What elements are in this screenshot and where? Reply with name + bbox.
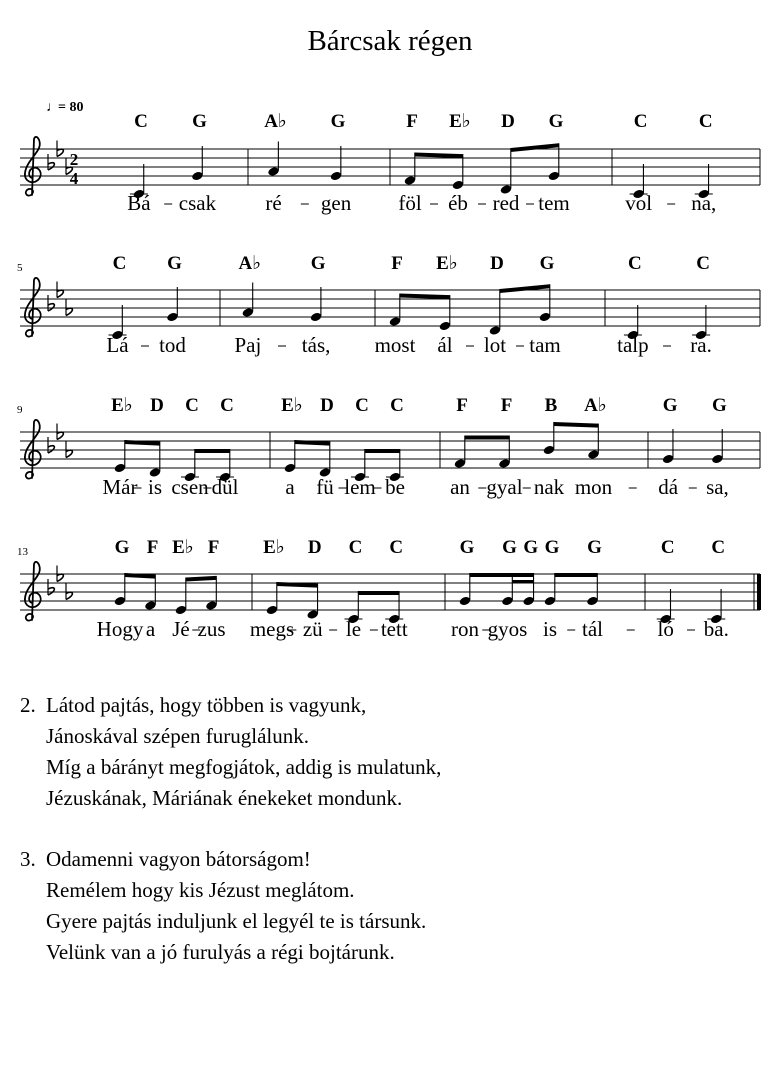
verse-text: Jézuskának, Máriának énekeket mondunk. (46, 786, 403, 810)
note-beam (195, 449, 230, 453)
verse-line (20, 937, 760, 968)
chord-symbol: G (192, 111, 207, 132)
note-beam (511, 143, 559, 152)
verse-line (20, 721, 760, 752)
key-signature-flat-icon (48, 579, 54, 595)
note-beam (358, 591, 399, 595)
tempo-marking (46, 100, 83, 115)
note-beam (186, 576, 217, 582)
chord-symbol: D (490, 253, 504, 274)
lyric-syllable: fü (316, 475, 334, 499)
lyric-syllable: dá (658, 475, 679, 499)
key-signature-flat-icon (48, 295, 54, 311)
tempo-note-symbol: ♩ (46, 100, 60, 115)
note (310, 287, 323, 322)
verse-text: Míg a bárányt megfogjátok, addig is mulatunk, (46, 755, 442, 779)
song-title: Bárcsak régen (307, 25, 473, 57)
chord-symbol: C (696, 253, 710, 274)
chord-symbol: C (711, 537, 726, 558)
lyric-syllable: is (542, 617, 558, 641)
chord-symbol: G (712, 395, 727, 416)
lyric-syllable: ál (437, 333, 453, 357)
key-signature-flat-icon (66, 300, 72, 316)
treble-clef-icon (25, 420, 41, 479)
chord-symbol: A♭ (264, 111, 287, 132)
chord-symbol: C (390, 395, 404, 416)
chord-symbol: D (501, 111, 515, 132)
music-system (20, 111, 760, 215)
final-barline-thick (757, 574, 761, 610)
note (267, 142, 280, 177)
chord-symbol: C (389, 537, 404, 558)
key-signature-flat-icon (57, 424, 63, 440)
note-beam (500, 284, 550, 293)
lyric-syllable: Hogy (96, 617, 144, 641)
key-signature-flat-icon (66, 442, 72, 458)
verse-line (20, 875, 760, 906)
lyric-syllable: tem (538, 191, 570, 215)
chord-symbol: E♭ (436, 253, 458, 274)
lyric-syllable: be (385, 475, 405, 499)
tempo-value: = 80 (58, 100, 84, 115)
lyric-syllable: gyos (487, 617, 528, 641)
chord-symbol: C (348, 537, 363, 558)
lyric-syllable: Paj (234, 333, 262, 357)
lyric-syllable: ron (451, 617, 479, 641)
chord-symbol: G (544, 537, 560, 558)
chord-symbol: C (112, 253, 127, 274)
chord-symbol: G (114, 537, 130, 558)
chord-symbol: F (456, 395, 468, 416)
lyric-syllable: talp (617, 333, 649, 357)
lyric-syllable: le (345, 617, 362, 641)
chord-symbol: E♭ (449, 111, 471, 132)
lyric-syllable: éb (448, 191, 468, 215)
key-signature-flat-icon (57, 141, 63, 157)
lyric-syllable: na, (691, 191, 717, 215)
note-beam (365, 449, 400, 453)
lyric-syllable: zü (302, 617, 323, 641)
treble-clef-icon (25, 137, 41, 196)
note-beam (465, 436, 510, 440)
note (166, 287, 179, 322)
chord-symbol: F (406, 111, 418, 132)
verse-text: Gyere pajtás induljunk el legyél te is társunk. (46, 909, 427, 933)
chord-symbol: F (146, 537, 159, 558)
key-signature-flat-icon (48, 154, 54, 170)
verse-block (20, 690, 760, 814)
verse-line (20, 752, 760, 783)
lyric-syllable: tod (159, 333, 186, 357)
lyric-syllable: vol (625, 191, 653, 215)
chord-symbol: G (502, 537, 517, 558)
note-beam (470, 573, 534, 577)
lyric-syllable: megs (249, 617, 295, 641)
note-beam-secondary (512, 580, 533, 583)
lyric-syllable: tam (529, 333, 561, 357)
verse-number: 3. (20, 847, 36, 871)
key-signature-flat-icon (48, 437, 54, 453)
chord-symbol: C (660, 537, 675, 558)
chord-symbol: F (500, 395, 513, 416)
measure-number: 13 (17, 546, 28, 558)
lyric-syllable: red (492, 191, 520, 215)
lyric-syllable: most (374, 333, 416, 357)
lyric-syllable: lem (344, 475, 376, 499)
lyric-syllable: gyal (486, 475, 523, 499)
chord-symbol: G (587, 537, 602, 558)
chord-symbol: C (185, 395, 199, 416)
chord-symbol: G (539, 253, 555, 274)
chord-symbol: C (134, 111, 148, 132)
chord-symbol: E♭ (281, 395, 303, 416)
note (711, 429, 724, 464)
chord-symbol: B (544, 395, 558, 416)
key-signature-flat-icon (57, 566, 63, 582)
verse-text: Odamenni vagyon bátorságom! (46, 847, 311, 871)
chord-symbol: C (633, 111, 648, 132)
lyric-syllable: Lá (106, 333, 129, 357)
chord-symbol: A♭ (238, 253, 262, 274)
lyric-syllable: nak (533, 475, 565, 499)
note (330, 146, 343, 181)
lyric-syllable: tett (380, 617, 408, 641)
lyric-syllable: tás, (301, 333, 331, 357)
verse-text: Látod pajtás, hogy többen is vagyunk, (46, 693, 367, 717)
lyric-syllable: csen (171, 475, 209, 499)
verse-line (20, 783, 760, 814)
verse-block (20, 844, 760, 968)
chord-symbol: G (330, 111, 346, 132)
chord-symbol: F (391, 253, 403, 274)
lyric-syllable: tál (582, 617, 603, 641)
music-system (17, 253, 760, 357)
chord-symbol: C (628, 253, 642, 274)
treble-clef-icon (25, 562, 41, 621)
lyric-syllable: Jé (172, 617, 190, 641)
lyric-syllable: gen (320, 191, 352, 215)
lyric-syllable: Már (102, 475, 138, 499)
verse-number: 2. (20, 693, 36, 717)
chord-symbol: G (523, 537, 539, 558)
key-signature-flat-icon (57, 282, 63, 298)
time-signature-bottom: 4 (69, 169, 79, 188)
note (662, 429, 675, 464)
music-system (17, 395, 760, 499)
note (242, 283, 255, 318)
verse-text: Velünk van a jó furulyás a régi bojtárunk. (46, 940, 395, 964)
lyric-syllable: a (145, 617, 156, 641)
lyric-syllable: föl (398, 191, 422, 215)
lyric-syllable: lot (483, 333, 507, 357)
chord-symbol: G (310, 253, 326, 274)
verse-text: Remélem hogy kis Jézust meglátom. (46, 878, 355, 902)
chord-symbol: A♭ (584, 395, 607, 416)
treble-clef-icon (25, 278, 41, 337)
verse-line (20, 906, 760, 937)
verse-text: Jánoskával szépen furuglálunk. (46, 724, 310, 748)
measure-number: 9 (17, 404, 23, 416)
key-signature-flat-icon (66, 584, 72, 600)
lyric-syllable: ba. (703, 617, 729, 641)
lyric-syllable: ra. (690, 333, 712, 357)
note-beam (554, 422, 599, 428)
chord-symbol: E♭ (263, 537, 285, 558)
verse-line (20, 690, 760, 721)
chord-symbol: C (220, 395, 234, 416)
time-signature-top: 2 (69, 150, 79, 169)
lyric-syllable: sa, (706, 475, 729, 499)
music-systems (17, 111, 761, 641)
chord-symbol: G (662, 395, 678, 416)
note-beam (415, 153, 463, 159)
chord-symbol: C (355, 395, 369, 416)
chord-symbol: G (167, 253, 182, 274)
lyric-syllable: ló (657, 617, 674, 641)
lyric-syllable: dül (211, 475, 239, 499)
lyric-syllable: an (450, 475, 470, 499)
chord-symbol: F (207, 537, 220, 558)
music-system (17, 537, 761, 641)
lyric-syllable: a (285, 475, 295, 499)
lyric-syllable: mon (574, 475, 613, 499)
lyric-syllable: Bá (127, 191, 151, 215)
chord-symbol: D (307, 537, 322, 558)
measure-number: 5 (17, 262, 23, 274)
lyric-syllable: is (147, 475, 163, 499)
chord-symbol: D (150, 395, 164, 416)
extra-verses (20, 690, 760, 998)
chord-symbol: G (548, 111, 564, 132)
note-beam (400, 294, 450, 300)
chord-symbol: G (459, 537, 475, 558)
verse-line (20, 844, 760, 875)
chord-symbol: D (320, 395, 334, 416)
chord-symbol: E♭ (111, 395, 133, 416)
chord-symbol: C (698, 111, 713, 132)
lyric-syllable: ré (265, 191, 282, 215)
note-beam (555, 573, 598, 577)
chord-symbol: E♭ (172, 537, 194, 558)
note (191, 146, 204, 181)
lyric-syllable: zus (197, 617, 226, 641)
lyric-syllable: csak (178, 191, 217, 215)
